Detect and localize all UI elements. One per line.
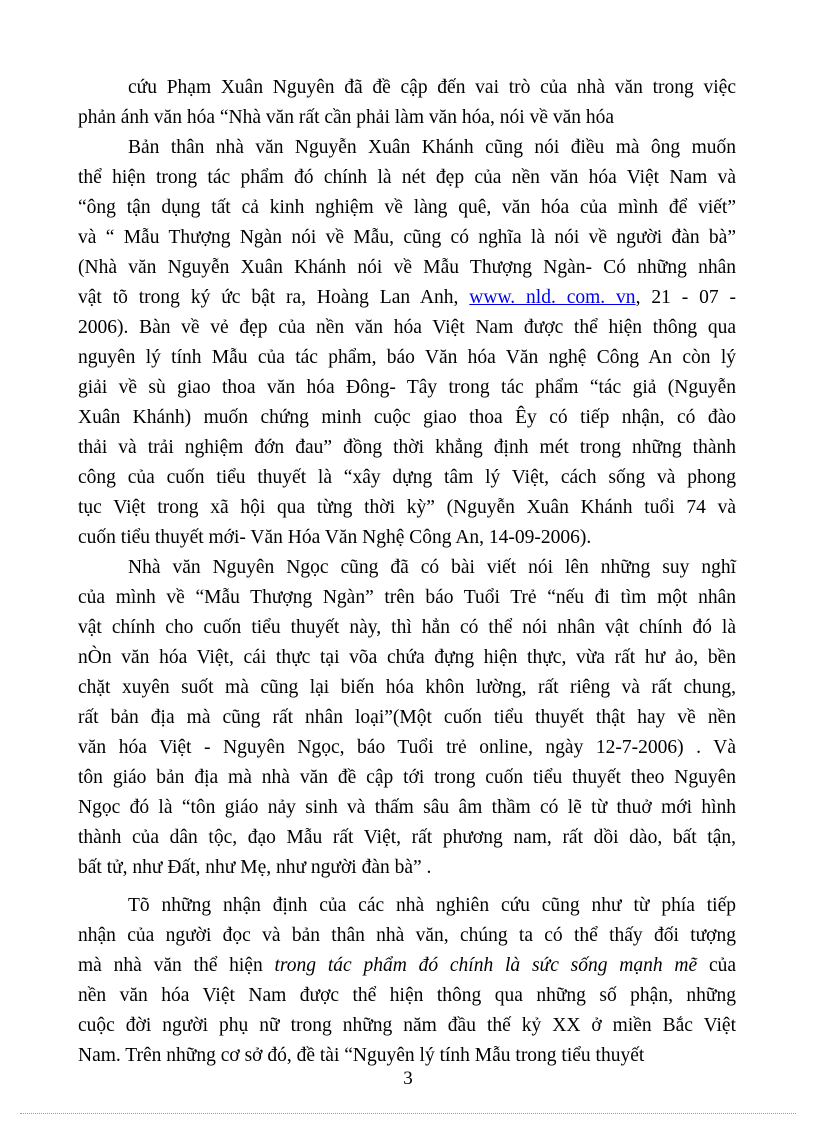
text-line: cứu Phạm Xuân Nguyên đã đề cập đến vai trò của nhà văn trong việc xyxy=(128,77,736,98)
text-line-with-link xyxy=(78,283,736,313)
text-line: nÒn văn hóa Việt, cái thực tại võa chứa đựng hiện thực, vừa rất hư ảo, bền xyxy=(78,647,736,668)
text-segment: của xyxy=(697,955,737,976)
text-segment: , 21 - 07 - xyxy=(635,287,736,308)
text-line: rất bản địa mà cũng rất nhân loại”(Một cuốn tiểu thuyết thật hay về nền xyxy=(78,707,736,728)
text-line: (Nhà văn Nguyễn Xuân Khánh nói về Mẫu Thượng Ngàn- Có những nhân xyxy=(78,257,736,278)
text-line: 2006). Bàn về vẻ đẹp của nền văn hóa Việt Nam được thể hiện thông qua xyxy=(78,317,736,338)
text-segment: mà nhà văn thể hiện xyxy=(78,955,275,976)
text-line: “ông tận dụng tất cả kinh nghiệm về làng quê, văn hóa của mình để viết” xyxy=(78,197,736,218)
text-line: của mình về “Mẫu Thượng Ngàn” trên báo Tuổi Trẻ “nếu đi tìm một nhân xyxy=(78,587,736,608)
text-line: tôn giáo bản địa mà nhà văn đề cập tới trong cuốn tiểu thuyết theo Nguyên xyxy=(78,767,736,788)
text-line: thành của dân tộc, đạo Mẫu rất Việt, rất phương nam, rất dồi dào, bất tận, xyxy=(78,827,736,848)
text-line: Ngọc đó là “tôn giáo nảy sinh và thấm sâu âm thầm có lẽ từ thuở mới hình xyxy=(78,797,736,818)
footer-divider xyxy=(20,1113,796,1114)
text-line: giải về sù giao thoa văn hóa Đông- Tây trong tác phẩm “tác giả (Nguyễn xyxy=(78,377,736,398)
emphasized-text: trong tác phẩm đó chính là sức sống mạnh mẽ xyxy=(274,955,698,976)
text-line: Bản thân nhà văn Nguyễn Xuân Khánh cũng nói điều mà ông muốn xyxy=(128,137,736,158)
text-line: Xuân Khánh) muốn chứng minh cuộc giao thoa Êy có tiếp nhận, có đào xyxy=(78,407,736,428)
text-line-with-emphasis xyxy=(78,951,736,981)
text-line: Tõ những nhận định của các nhà nghiên cứu cũng như từ phía tiếp xyxy=(128,895,736,916)
text-line: văn hóa Việt - Nguyên Ngọc, báo Tuổi trẻ online, ngày 12-7-2006) . Và xyxy=(78,737,736,758)
text-line: thải và trải nghiệm đớn đau” đồng thời khẳng định mét trong những thành xyxy=(78,437,736,458)
text-segment: vật tõ trong ký ức bật ra, Hoàng Lan Anh, xyxy=(78,287,470,308)
page-number: 3 xyxy=(403,1068,413,1089)
text-line: cuộc đời người phụ nữ trong những năm đầu thế kỷ XX ở miền Bắc Việt xyxy=(78,1015,736,1036)
text-line: cuốn tiểu thuyết mới- Văn Hóa Văn Nghệ Công An, 14-09-2006). xyxy=(78,527,592,548)
text-line: nguyên lý tính Mẫu của tác phẩm, báo Văn hóa Văn nghệ Công An còn lý xyxy=(78,347,736,368)
text-line: nền văn hóa Việt Nam được thể hiện thông qua những số phận, những xyxy=(78,985,736,1006)
text-line: công của cuốn tiểu thuyết là “xây dựng tâm lý Việt, cách sống và phong xyxy=(78,467,736,488)
text-line: Nhà văn Nguyên Ngọc cũng đã có bài viết nói lên những suy nghĩ xyxy=(128,557,736,578)
text-line: và “ Mẫu Thượng Ngàn nói về Mẫu, cũng có nghĩa là nói về người đàn bà” xyxy=(78,227,736,248)
text-line: phản ánh văn hóa “Nhà văn rất cần phải làm văn hóa, nói về văn hóa xyxy=(78,107,615,128)
text-line: chặt xuyên suốt mà cũng lại biến hóa khôn lường, rất riêng và rất chung, xyxy=(78,677,736,698)
text-line: bất tử, như Đất, như Mẹ, như người đàn bà” . xyxy=(78,857,432,878)
text-line: tục Việt trong xã hội qua từng thời kỳ” (Nguyễn Xuân Khánh tuổi 74 và xyxy=(78,497,736,518)
text-line: nhận của người đọc và bản thân nhà văn, chúng ta có thể thấy đối tượng xyxy=(78,925,736,946)
text-line: vật chính cho cuốn tiểu thuyết này, thì hẳn có thể nói nhân vật chính đó là xyxy=(78,617,736,638)
text-line: Nam. Trên những cơ sở đó, đề tài “Nguyên lý tính Mẫu trong tiểu thuyết xyxy=(78,1045,645,1066)
source-link[interactable]: www. nld. com. vn xyxy=(469,287,636,308)
text-line: thể hiện trong tác phẩm đó chính là nét đẹp của nền văn hóa Việt Nam và xyxy=(78,167,736,188)
